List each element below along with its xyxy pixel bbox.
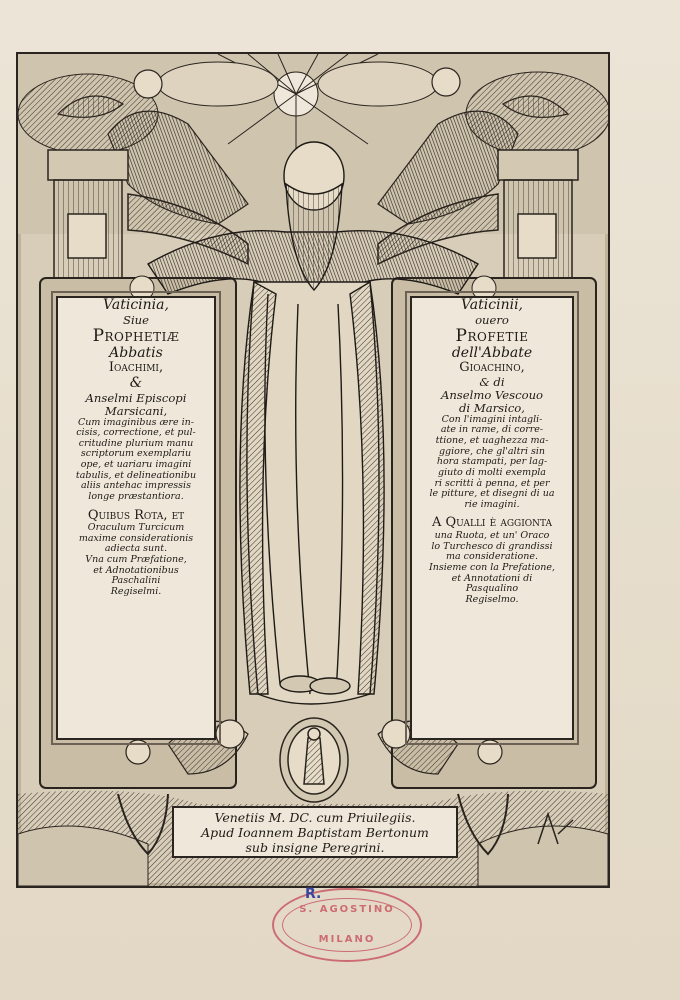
title-line: et Adnotationibus: [93, 564, 179, 576]
imprint-cartouche: [172, 806, 458, 858]
title-line: Pasqualino: [465, 583, 519, 595]
title-line: A Qualli è aggionta: [431, 515, 553, 531]
title-line: una Ruota, et un' Oraco: [434, 530, 550, 542]
title-line: longe præstantiora.: [88, 490, 184, 502]
title-line: Regiselmi.: [110, 585, 162, 597]
title-line: Regiselmo.: [465, 593, 519, 605]
title-line: &: [129, 374, 143, 391]
title-line: Vaticinii,: [460, 297, 523, 313]
title-line: ope, et uariaru imagini: [80, 459, 192, 471]
title-line: Abbatis: [109, 344, 163, 361]
title-line: rie imagini.: [464, 498, 520, 510]
title-line: Oraculum Turcicum: [87, 522, 185, 534]
title-line: ggiore, che gl'altri sin: [438, 445, 546, 457]
title-line: Anselmi Episcopi: [85, 390, 187, 405]
title-line: & di: [479, 374, 505, 389]
title-line: ma consideratione.: [445, 551, 538, 563]
title-line: maxime considerationis: [78, 532, 194, 544]
title-line: giuto di molti exempla: [438, 466, 546, 478]
title-line: Vaticinia,: [103, 297, 169, 313]
title-line: hora stampati, per lag-: [436, 456, 548, 468]
title-line: et Annotationi di: [451, 572, 533, 584]
title-line: ouero: [475, 312, 509, 327]
title-line: Vna cum Præfatione,: [85, 553, 187, 565]
stamp-top-text: S. AGOSTINO: [299, 904, 395, 915]
title-line: ttione, et uaghezza ma-: [435, 435, 549, 447]
pilgrim-medallion: [280, 718, 348, 802]
title-line: dell'Abbate: [451, 344, 533, 361]
imprint-line: sub insigne Peregrini.: [245, 839, 385, 855]
title-line: Anselmo Vescouo: [440, 387, 544, 402]
title-line: scriptorum exemplariu: [80, 448, 192, 460]
title-line: lo Turchesco di grandissi: [431, 540, 553, 552]
title-line: tabulis, et delineationibu: [75, 469, 197, 481]
title-line: le pitture, et disegni di ua: [429, 488, 555, 500]
library-stamp: [272, 888, 422, 962]
title-line: di Marsico,: [459, 400, 525, 415]
title-line: Paschalini: [111, 575, 161, 587]
shelfmark: R.: [305, 886, 322, 902]
title-line: Gioachino,: [459, 360, 525, 376]
title-line: Ioachimi,: [108, 360, 164, 376]
title-line: Marsicani,: [104, 403, 168, 418]
title-line: Cum imaginibus ære in-: [78, 416, 194, 428]
title-line: aliis antehac impressis: [81, 480, 191, 492]
title-line: Con l'imagini intagli-: [441, 413, 543, 425]
title-line: ate in rame, di corre-: [440, 424, 544, 436]
title-line: ri scritti à penna, et per: [434, 477, 550, 489]
latin-title-tablet: [56, 296, 216, 740]
title-line: cisis, correctione, et pul-: [76, 427, 196, 439]
title-line: Profetie: [455, 325, 529, 346]
title-line: adiecta sunt.: [104, 543, 168, 555]
stamp-bottom-text: MILANO: [318, 934, 376, 945]
imprint-line: Venetiis M. DC. cum Priuilegiis.: [214, 810, 416, 825]
title-line: Siue: [123, 312, 149, 327]
title-line: Insieme con la Prefatione,: [428, 561, 556, 573]
imprint-line: Apud Ioannem Baptistam Bertonum: [201, 824, 429, 840]
title-line: Prophetiæ: [92, 325, 180, 346]
title-line: critudine plurium manu: [78, 437, 194, 449]
italian-title-tablet: [410, 296, 574, 740]
title-line: Quibus Rota, et: [87, 507, 185, 523]
